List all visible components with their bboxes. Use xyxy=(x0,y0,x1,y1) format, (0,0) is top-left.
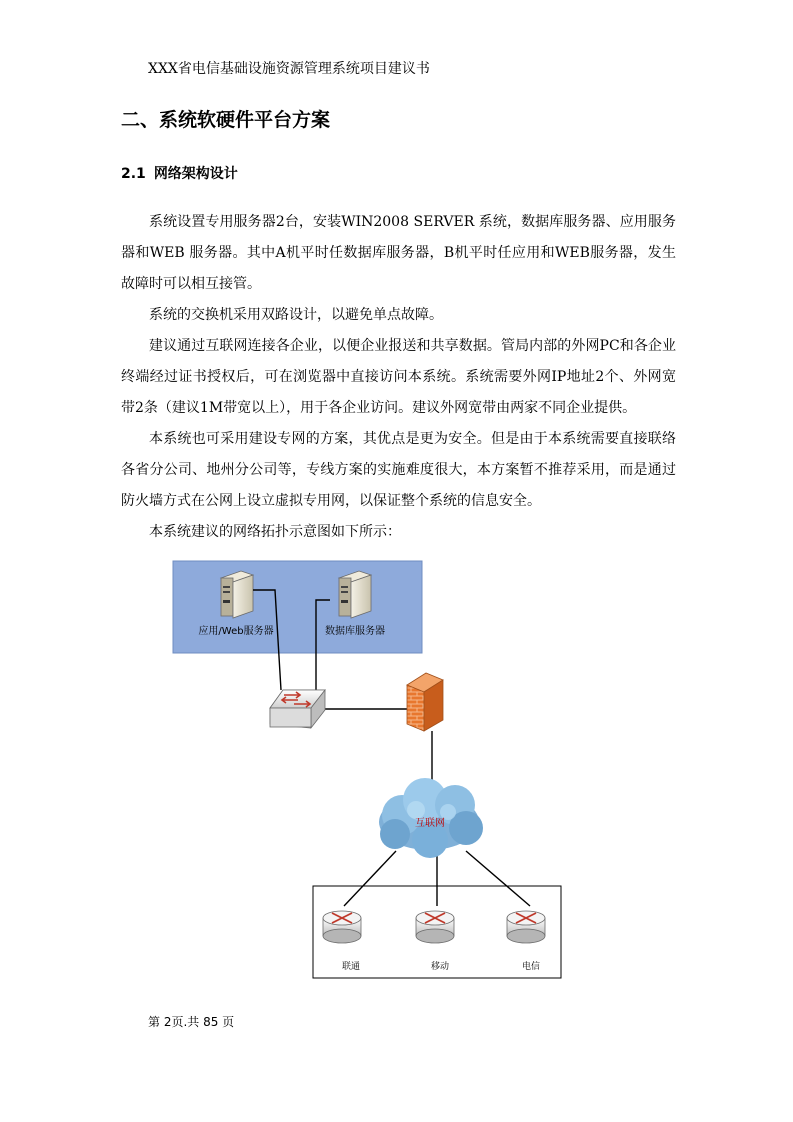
router-label: 联通 xyxy=(341,962,361,972)
subsection-number: 2.1 xyxy=(121,166,146,182)
paragraph: 建议通过互联网连接各企业，以便企业报送和共享数据。管局内部的外网PC和各企业终端经过证书授权后，可在浏览器中直接访问本系统。系统需要外网IP地址2个、外网宽带2条（建议1M带宽以上），用于各企业访问。建议外网宽带由两家不同企业提供。 xyxy=(121,338,676,416)
section-title: 二、系统软硬件平台方案 xyxy=(121,109,331,131)
paragraph: 本系统也可采用建设专网的方案，其优点是更为安全。但是由于本系统需要直接联络各省分公司、地州分公司等，专线方案的实施难度很大，本方案暂不推荐采用，而是通过防火墙方式在公网上设立虚拟专用网，以保证整个系统的信息安全。 xyxy=(121,431,676,509)
router-icon xyxy=(416,911,454,943)
server-zone xyxy=(173,561,422,653)
server-icon xyxy=(221,571,253,618)
cloud-label: 互联网 xyxy=(415,818,445,829)
server-label: 应用/Web服务器 xyxy=(198,626,274,637)
firewall-icon xyxy=(407,673,443,731)
router-icon xyxy=(323,911,361,943)
paragraph: 系统的交换机采用双路设计，以避免单点故障。 xyxy=(149,307,443,323)
page-footer: 第 2页.共 85 页 xyxy=(148,1015,235,1029)
router-icon xyxy=(507,911,545,943)
server-label: 数据库服务器 xyxy=(325,626,385,637)
paragraph: 本系统建议的网络拓扑示意图如下所示： xyxy=(149,524,401,540)
server-icon xyxy=(339,571,371,618)
router-label: 移动 xyxy=(430,962,450,972)
router-label: 电信 xyxy=(521,962,541,972)
switch-icon xyxy=(270,690,325,728)
subsection-label: 网络架构设计 xyxy=(153,166,238,182)
page-header: XXX省电信基础设施资源管理系统项目建议书 xyxy=(148,61,430,77)
paragraph: 系统设置专用服务器2台，安装WIN2008 SERVER 系统，数据库服务器、应用服务器和WEB 服务器。其中A机平时任数据库服务器，B机平时任应用和WEB服务器，发生故障时可以相互接管。 xyxy=(121,214,676,292)
